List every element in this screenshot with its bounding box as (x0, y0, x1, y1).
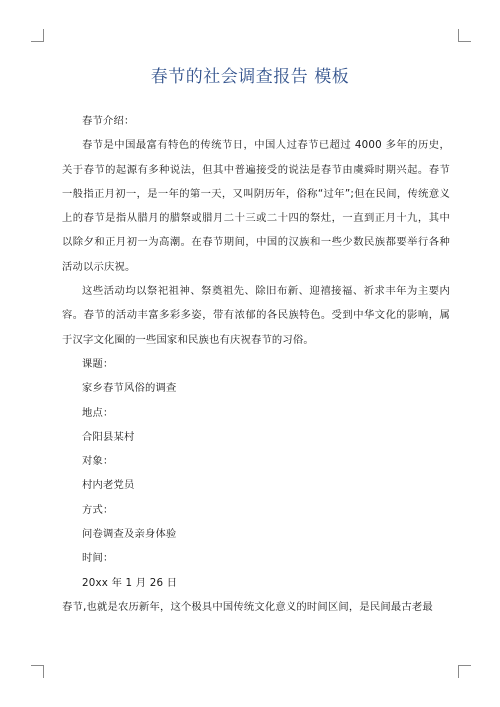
field-method-value: 问卷调查及亲身体验 (82, 528, 177, 541)
field-time-label: 时间： (82, 552, 114, 565)
crop-mark-bottom-right (458, 665, 471, 678)
paragraph-3: 春节,也就是农历新年，这个极具中国传统文化意义的时间区间，是民间最古老最 (62, 600, 433, 613)
crop-mark-bottom-left (31, 665, 44, 678)
field-topic-label: 课题： (82, 357, 114, 370)
document-body (62, 109, 450, 619)
field-location-label: 地点： (82, 406, 114, 419)
field-topic-value: 家乡春节风俗的调查 (82, 382, 177, 395)
document-title: 春节的社会调查报告 模板 (150, 67, 350, 87)
field-subject-label: 对象： (82, 455, 114, 468)
paragraph-2: 这些活动均以祭祀祖神、祭奠祖先、除旧布新、迎禧接福、祈求丰年为主要内容。春节的活动丰富多彩多姿，带有浓郁的各民族特色。受到中华文化的影响，属于汉字文化圈的一些国家和民族也有庆祝春节的习俗。 (62, 285, 450, 346)
paragraph-1: 春节是中国最富有特色的传统节日，中国人过春节已超过 4000 多年的历史，关于春节的起源有多种说法，但其中普遍接受的说法是春节由虞舜时期兴起。春节一般指正月初一，是一年的第一天，又叫阴历年，俗称“过年”;但在民间，传统意义上的春节是指从腊月的腊祭或腊月二十三或二十四的祭灶，一直到正月十九，其中以除夕和正月初一为高潮。在春节期间，中国的汉族和一些少数民族都要举行各种活动以示庆祝。 (62, 139, 450, 273)
crop-mark-top-right (458, 29, 471, 42)
field-method-label: 方式： (82, 503, 114, 516)
intro-heading: 春节介绍： (82, 115, 135, 127)
field-subject-value: 村内老党员 (82, 479, 135, 492)
field-location-value: 合阳县某村 (82, 430, 135, 443)
crop-mark-top-left (31, 29, 44, 42)
field-time-value: 20xx 年 1 月 26 日 (82, 576, 178, 589)
